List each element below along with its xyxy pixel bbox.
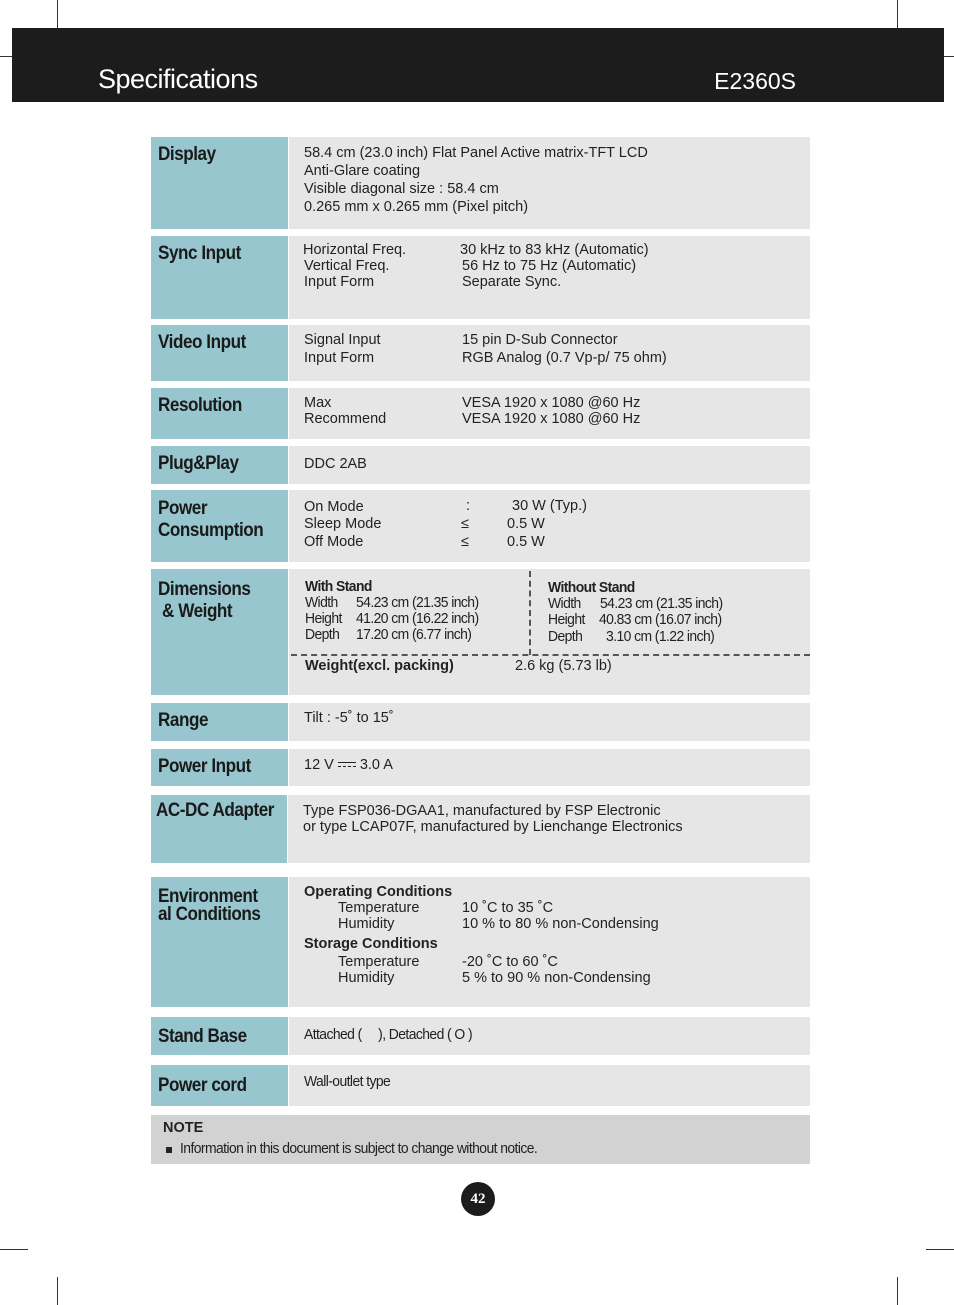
- spec-value-cell: [289, 749, 810, 786]
- spec-label: Resolution: [158, 395, 242, 416]
- spec-label: Consumption: [158, 520, 264, 541]
- spec-key: Input Form: [304, 350, 375, 366]
- spec-value: 3.10 cm (1.22 inch): [606, 629, 715, 645]
- spec-value: 40.83 cm (16.07 inch): [599, 612, 722, 628]
- spec-symbol: :: [466, 498, 471, 514]
- spec-value: RGB Analog (0.7 Vp-p/ 75 ohm): [462, 350, 667, 366]
- spec-line: Visible diagonal size : 58.4 cm: [304, 181, 499, 197]
- spec-line: Type FSP036-DGAA1, manufactured by FSP Electronic: [303, 803, 661, 819]
- spec-value: 17.20 cm (6.77 inch): [356, 627, 472, 643]
- spec-label-cell: [151, 1065, 288, 1106]
- spec-label: al Conditions: [158, 904, 261, 925]
- spec-label-cell: [151, 446, 288, 484]
- spec-value-cell: [289, 1017, 810, 1055]
- page-title: Specifications: [98, 64, 258, 94]
- storage-conditions-title: Storage Conditions: [304, 936, 438, 952]
- spec-label: Power cord: [158, 1075, 247, 1096]
- spec-key: Depth: [548, 629, 583, 645]
- spec-label: Power: [158, 498, 208, 519]
- spec-value: 10 ˚C to 35 ˚C: [462, 900, 554, 916]
- spec-value-cell: [289, 703, 810, 741]
- weight-divider: [291, 654, 810, 656]
- spec-value-cell: [289, 446, 810, 484]
- spec-label-cell: [151, 236, 288, 319]
- note-box: [151, 1115, 810, 1164]
- spec-value: Wall-outlet type: [304, 1074, 391, 1090]
- spec-value: Tilt : -5˚ to 15˚: [304, 710, 394, 726]
- note-text: Information in this document is subject to change without notice.: [180, 1141, 538, 1157]
- spec-value-cell: [289, 490, 810, 562]
- spec-value: 56 Hz to 75 Hz (Automatic): [462, 258, 637, 274]
- spec-label: Plug&Play: [158, 453, 239, 474]
- spec-value-cell: [289, 137, 810, 229]
- spec-row-plug-play: [151, 446, 810, 484]
- spec-key: Signal Input: [304, 332, 381, 348]
- spec-label: Environment: [158, 886, 258, 907]
- spec-label-cell: [151, 490, 288, 562]
- spec-row-adapter: [151, 795, 810, 863]
- spec-label: Power Input: [158, 756, 251, 777]
- spec-value: 5 % to 90 % non-Condensing: [462, 970, 651, 986]
- spec-value: 10 % to 80 % non-Condensing: [462, 916, 659, 932]
- spec-value: 30 kHz to 83 kHz (Automatic): [460, 242, 649, 258]
- spec-value: 30 W (Typ.): [512, 498, 587, 514]
- spec-label: Display: [158, 144, 216, 165]
- spec-value-cell: [288, 795, 810, 863]
- spec-label-cell: [151, 388, 288, 439]
- current-value: 3.0 A: [359, 757, 393, 773]
- spec-row-sync-input: [151, 236, 810, 319]
- spec-row-power-consumption: [151, 490, 810, 562]
- spec-value: 41.20 cm (16.22 inch): [356, 611, 479, 627]
- operating-conditions-title: Operating Conditions: [304, 884, 453, 900]
- weight-value: 2.6 kg (5.73 lb): [515, 658, 612, 674]
- spec-value: VESA 1920 x 1080 @60 Hz: [462, 395, 641, 411]
- spec-value: DDC 2AB: [304, 456, 367, 472]
- spec-label: Range: [158, 710, 209, 731]
- spec-key: Height: [548, 612, 585, 628]
- dimension-column-divider: [529, 571, 531, 655]
- spec-row-dimensions: [151, 569, 810, 695]
- spec-key: Width: [548, 596, 581, 612]
- spec-key: Humidity: [338, 916, 395, 932]
- spec-value: VESA 1920 x 1080 @60 Hz: [462, 411, 641, 427]
- crop-mark: [944, 56, 954, 57]
- spec-row-stand-base: [151, 1017, 810, 1055]
- crop-mark: [0, 1249, 28, 1250]
- spec-key: Height: [305, 611, 342, 627]
- spec-label: AC-DC Adapter: [156, 800, 274, 821]
- spec-symbol: ≤: [461, 534, 469, 550]
- spec-key: Sleep Mode: [304, 516, 382, 532]
- spec-key: Horizontal Freq.: [303, 242, 407, 258]
- spec-value-cell: [289, 569, 810, 695]
- without-stand-title: Without Stand: [548, 580, 635, 596]
- spec-key: Recommend: [304, 411, 387, 427]
- spec-row-video-input: [151, 325, 810, 381]
- spec-row-power-cord: [151, 1065, 810, 1106]
- spec-value: 15 pin D-Sub Connector: [462, 332, 618, 348]
- spec-row-display: [151, 137, 810, 229]
- spec-key: Depth: [305, 627, 340, 643]
- spec-key: Input Form: [304, 274, 375, 290]
- spec-value: 0.5 W: [507, 534, 545, 550]
- spec-value: -20 ˚C to 60 ˚C: [462, 954, 558, 970]
- crop-mark: [897, 1277, 898, 1305]
- spec-key: Temperature: [338, 900, 420, 916]
- spec-label-cell: [151, 1017, 288, 1055]
- spec-line: 58.4 cm (23.0 inch) Flat Panel Active matrix-TFT LCD: [304, 145, 648, 161]
- spec-line: 0.265 mm x 0.265 mm (Pixel pitch): [304, 199, 529, 215]
- spec-line: Anti-Glare coating: [304, 163, 421, 179]
- note-title: NOTE: [163, 1120, 204, 1136]
- page-number: 42: [461, 1182, 495, 1216]
- crop-mark: [0, 56, 12, 57]
- spec-label: & Weight: [162, 601, 233, 622]
- spec-value: 54.23 cm (21.35 inch): [600, 596, 723, 612]
- spec-label-cell: [151, 703, 288, 741]
- spec-value-cell: [289, 236, 810, 319]
- spec-value: 0.5 W: [507, 516, 545, 532]
- spec-row-environment: [151, 877, 810, 1007]
- spec-key: Off Mode: [304, 534, 364, 550]
- spec-value-cell: [289, 1065, 810, 1106]
- spec-key: Width: [305, 595, 338, 611]
- spec-label-cell: [151, 795, 287, 863]
- spec-label-cell: [151, 569, 288, 695]
- spec-key: Vertical Freq.: [304, 258, 390, 274]
- spec-label-cell: [151, 325, 288, 381]
- weight-label: Weight(excl. packing): [305, 658, 454, 674]
- spec-label-cell: [151, 137, 288, 229]
- spec-label-cell: [151, 877, 288, 1007]
- spec-symbol: ≤: [461, 516, 469, 532]
- spec-value-cell: [289, 325, 810, 381]
- voltage-value: 12 V: [304, 757, 334, 773]
- dc-symbol-icon: [338, 761, 356, 769]
- spec-key: Max: [304, 395, 332, 411]
- with-stand-title: With Stand: [305, 579, 372, 595]
- model-name: E2360S: [714, 68, 796, 94]
- spec-row-range: [151, 703, 810, 741]
- spec-label-cell: [151, 749, 288, 786]
- spec-label: Sync Input: [158, 243, 241, 264]
- crop-mark: [897, 0, 898, 28]
- header-bar: [12, 28, 944, 102]
- spec-row-power-input: [151, 749, 810, 786]
- spec-value: Attached ( ), Detached ( O ): [304, 1027, 473, 1043]
- spec-line: or type LCAP07F, manufactured by Lienchange Electronics: [303, 819, 683, 835]
- spec-value: [304, 756, 393, 774]
- spec-label: Stand Base: [158, 1026, 247, 1047]
- crop-mark: [57, 0, 58, 28]
- spec-label: Video Input: [158, 332, 246, 353]
- spec-value: 54.23 cm (21.35 inch): [356, 595, 479, 611]
- spec-label: Dimensions: [158, 579, 251, 600]
- spec-value: Separate Sync.: [462, 274, 562, 290]
- spec-key: Humidity: [338, 970, 395, 986]
- spec-value-cell: [289, 877, 810, 1007]
- spec-key: On Mode: [304, 499, 364, 515]
- spec-row-resolution: [151, 388, 810, 439]
- spec-key: Temperature: [338, 954, 420, 970]
- crop-mark: [926, 1249, 954, 1250]
- spec-value-cell: [289, 388, 810, 439]
- square-bullet-icon: [166, 1147, 172, 1153]
- crop-mark: [57, 1277, 58, 1305]
